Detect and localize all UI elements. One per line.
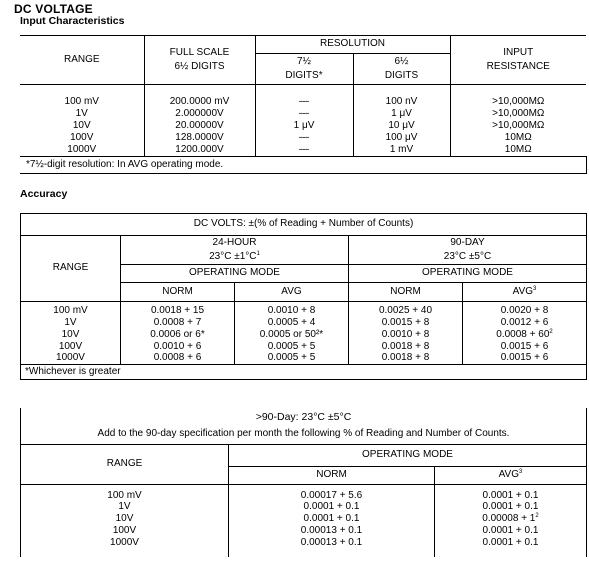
avg-24-header: AVG: [235, 283, 349, 302]
accuracy-range-header: RANGE: [21, 236, 121, 302]
extended-accuracy-table: [20, 408, 587, 557]
whichever-footnote: *Whichever is greater: [21, 365, 587, 380]
accuracy-table: [20, 213, 587, 380]
extended-norm-header: NORM: [229, 466, 435, 484]
header-range: RANGE: [20, 36, 144, 85]
table-row: 100V 128.0000V — 100 μV 10MΩ: [20, 132, 586, 144]
norm-24-header: NORM: [121, 283, 235, 302]
input-characteristics-heading: Input Characteristics: [20, 15, 125, 27]
norm-90-header: NORM: [349, 283, 463, 302]
table-row: 1V 0.0008 + 7 0.0005 + 4 0.0015 + 8 0.0012 + 6: [21, 317, 587, 329]
header-90-day: 90-DAY 23°C ±5°C: [349, 236, 587, 265]
extended-title: >90-Day: 23°C ±5°C Add to the 90-day specification per month the following % of Reading and Number of Counts.: [21, 408, 587, 444]
resolution-footnote: *7½-digit resolution: In AVG operating mode.: [20, 156, 586, 173]
table-row: 10V 20.00000V 1 μV 10 μV >10,000MΩ: [20, 120, 586, 132]
extended-avg-header: AVG$^3$: [435, 466, 587, 484]
table-row: 1000V 1200.000V — 1 mV 10MΩ: [20, 144, 586, 156]
accuracy-heading: Accuracy: [20, 188, 68, 200]
avg-90-header: AVG$^3$: [463, 283, 587, 302]
header-res-6-5: 6½ DIGITS: [353, 54, 450, 85]
header-res-7-5: 7½ DIGITS*: [255, 54, 353, 85]
table-row: 10V 0.0006 or 6* 0.0005 or 50²* 0.0010 + 8 $0.0008 + 60^2$: [21, 329, 587, 341]
header-resolution: RESOLUTION: [255, 36, 450, 54]
table-row: 1V 0.0001 + 0.1 0.0001 + 0.1: [21, 502, 587, 514]
table-row: 1V 2.000000V — 1 μV >10,000MΩ: [20, 109, 586, 121]
operating-mode-90: OPERATING MODE: [349, 265, 587, 283]
header-24-hour: 24-HOUR $23^\circ C \pm 1^\circ C^1$: [121, 236, 349, 265]
extended-operating-mode: OPERATING MODE: [229, 444, 587, 466]
operating-mode-24: OPERATING MODE: [121, 265, 349, 283]
page-title: DC VOLTAGE: [14, 2, 93, 16]
table-row: 100 mV 200.0000 mV — 100 nV >10,000MΩ: [20, 97, 586, 109]
input-characteristics-table: [20, 35, 587, 174]
header-input-resistance: INPUT RESISTANCE: [450, 36, 586, 85]
table-row: 1000V 0.00013 + 0.1 0.0001 + 0.1: [21, 537, 587, 549]
header-full-scale: FULL SCALE 6½ DIGITS: [144, 36, 255, 85]
table-row: 1000V 0.0008 + 6 0.0005 + 5 0.0018 + 8 0.0015 + 6: [21, 353, 587, 365]
table-row: 100 mV 0.0018 + 15 0.0010 + 8 0.0025 + 40 0.0020 + 8: [21, 306, 587, 318]
table-row: 10V 0.0001 + 0.1 $0.00008 + 1^2$: [21, 514, 587, 526]
table-row: 100V 0.00013 + 0.1 0.0001 + 0.1: [21, 525, 587, 537]
table-row: 100V 0.0010 + 6 0.0005 + 5 0.0018 + 8 0.0015 + 6: [21, 341, 587, 353]
accuracy-title: DC VOLTS: ±(% of Reading + Number of Counts): [21, 214, 587, 236]
extended-range-header: RANGE: [21, 444, 229, 484]
table-row: 100 mV 0.00017 + 5.6 0.0001 + 0.1: [21, 490, 587, 502]
